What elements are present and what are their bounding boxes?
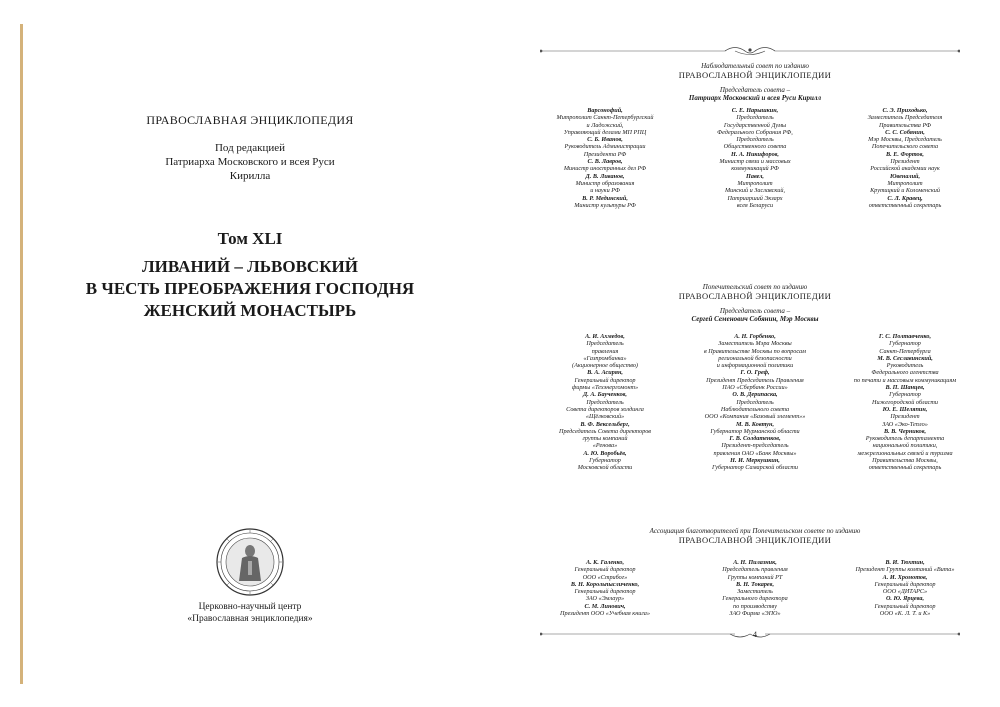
section-heading: Попечительский совет по изданию <box>702 283 808 291</box>
member-role: Мэр Москвы, Председатель <box>868 136 942 144</box>
member-role: ЗАО Фирма «ЭПО» <box>729 610 781 618</box>
member-role: ПАО «Сбербанк России» <box>722 384 788 392</box>
member-role: по печати и массовым коммуникациям <box>853 376 957 384</box>
member-role: Санкт-Петербурга <box>879 347 931 355</box>
member-role: Министр образования <box>575 179 635 187</box>
member-name: Н. А. Никифоров, <box>731 150 779 158</box>
member-name: С. Б. Иванов, <box>587 136 623 144</box>
member-name: А. И. Ахмедов, <box>585 333 625 340</box>
member-role: Губернатор <box>589 457 621 465</box>
volume-number: Том XLI <box>217 229 283 248</box>
member-role: Митрополит Санкт-Петербургский <box>556 114 654 122</box>
member-role: и науки РФ <box>590 187 620 195</box>
member-role: Митрополит <box>887 179 923 187</box>
member-role: Президент ООО «Учебная книга» <box>560 610 650 618</box>
member-name: Ю. Е. Шеляпин, <box>882 405 928 413</box>
member-role: «Ренова» <box>592 442 618 450</box>
member-name: В. Р. Мединский, <box>582 194 628 202</box>
member-name: А. К. Галенко, <box>585 559 625 566</box>
member-role: Генерального директора <box>722 595 788 603</box>
member-role: Заместитель Мэра Москвы <box>718 340 792 348</box>
members-column <box>530 333 680 472</box>
member-name: С. М. Линович, <box>584 602 626 610</box>
member-role: и информационной политики <box>716 362 794 370</box>
member-name: С. Э. Приходько, <box>882 107 928 114</box>
member-name: С. Е. Нарышкин, <box>731 107 779 114</box>
member-role: Президент Группы компаний «Вита» <box>855 566 955 574</box>
member-role: Нижегородской области <box>871 398 938 406</box>
member-name: В. П. Шанцев, <box>885 384 925 392</box>
members-column <box>680 559 830 617</box>
member-name: Ювеналий, <box>889 172 921 180</box>
section-title: ПРАВОСЛАВНОЙ ЭНЦИКЛОПЕДИИ <box>678 535 832 545</box>
section-title: ПРАВОСЛАВНОЙ ЭНЦИКЛОПЕДИИ <box>678 70 832 80</box>
member-role: и Ладожский, <box>586 121 624 129</box>
chair-label: Председатель совета – <box>719 86 791 94</box>
member-role: Правительства РФ <box>878 121 932 129</box>
member-role: Генеральный директор <box>574 376 636 384</box>
publisher-seal-icon <box>215 527 285 597</box>
member-role: Губернатор <box>889 391 921 399</box>
editorship-line: Патриарха Московского и всея Руси <box>165 156 335 168</box>
publisher-line: «Православная энциклопедия» <box>187 614 313 624</box>
member-role: Губернатор Мурманской области <box>710 427 800 435</box>
member-role: ответственный секретарь <box>868 201 942 209</box>
member-role: Президент <box>890 413 920 421</box>
volume-title-line: ЖЕНСКИЙ МОНАСТЫРЬ <box>143 301 357 320</box>
member-name: Н. И. Меркушкин, <box>730 457 780 465</box>
member-role: коммуникаций РФ <box>731 165 779 173</box>
member-name: Варсонофий, <box>587 107 623 114</box>
members-column <box>530 559 680 617</box>
member-role: Генеральный директор <box>574 588 636 596</box>
member-role: Управляющий делами МП РПЦ <box>563 128 647 136</box>
member-role: Заместитель <box>737 588 773 596</box>
member-role: Минский и Заславский, <box>724 187 786 195</box>
member-name: М. В. Ковтун, <box>735 420 775 428</box>
member-role: Митрополит <box>737 179 773 187</box>
member-role: правления ОАО «Банк Москвы» <box>713 449 797 457</box>
member-role: Председатель Совета директоров <box>559 427 651 435</box>
member-role: Руководитель <box>886 362 924 370</box>
member-role: ответственный секретарь <box>868 464 942 472</box>
member-role: Президент <box>890 158 920 166</box>
member-role: Руководитель Администрации <box>564 143 646 151</box>
member-role: ЗАО «Эмлаур» <box>585 595 625 603</box>
member-name: В. Ф. Вексельберг, <box>580 420 630 428</box>
member-role: Московской области <box>577 464 633 472</box>
member-name: Г. В. Солдатенков, <box>729 435 781 443</box>
member-role: Президента РФ <box>583 150 627 158</box>
member-name: Г. С. Полтавченко, <box>878 333 932 340</box>
member-role: Правительства Москвы, <box>872 457 938 465</box>
section-title: ПРАВОСЛАВНОЙ ЭНЦИКЛОПЕДИИ <box>678 291 832 301</box>
member-role: ООО «Стрибог» <box>582 573 628 581</box>
editorship-line: Кирилла <box>229 170 271 182</box>
gold-margin-rule <box>20 24 23 684</box>
encyclopedia-name: ПРАВОСЛАВНАЯ ЭНЦИКЛОПЕДИЯ <box>146 113 354 127</box>
member-role: фирмы «Техэнергомонт» <box>571 384 639 392</box>
member-name: В. Е. Фортов, <box>886 150 924 158</box>
member-role: Совета директоров холдинга <box>566 405 644 413</box>
left-page <box>30 0 500 707</box>
member-role: Президент-председатель <box>721 442 789 450</box>
member-role: Губернатор <box>889 340 921 348</box>
ornament-top-icon <box>540 44 960 58</box>
member-role: ООО «К. Л. Т. и К» <box>879 610 931 618</box>
member-role: Российской академии наук <box>870 165 940 173</box>
chair-name: Патриарх Московский и всея Руси Кирилл <box>688 94 822 102</box>
member-role: «Щёлковский» <box>585 413 625 421</box>
chair-name: Сергей Семенович Собянин, Мэр Москвы <box>691 315 819 323</box>
member-role: Заместитель Председателя <box>867 114 943 122</box>
section-heading: Наблюдательный совет по изданию <box>701 62 809 70</box>
member-role: Генеральный директор <box>874 602 936 610</box>
member-role: Председатель правления <box>722 566 788 574</box>
member-name: О. Ю. Ярцева, <box>885 595 925 603</box>
member-name: В. И. Тюхтин, <box>885 559 925 566</box>
member-name: В. А. Асирян, <box>587 369 623 377</box>
member-role: Председатель <box>736 114 774 122</box>
member-name: Г. О. Греф, <box>740 369 770 377</box>
member-role: Президент Председатель Правления <box>706 376 804 384</box>
editorship <box>30 141 470 183</box>
member-role: национальной политики, <box>872 442 938 450</box>
publisher <box>30 601 470 625</box>
right-page <box>530 0 980 707</box>
member-role: Председатель <box>736 136 774 144</box>
volume-title-line: ЛИВАНИЙ – ЛЬВОВСКИЙ <box>142 257 358 276</box>
member-name: Д. А. Баученков, <box>583 391 627 399</box>
member-role: Попечительского совета <box>871 143 939 151</box>
volume-title-line: В ЧЕСТЬ ПРЕОБРАЖЕНИЯ ГОСПОДНЯ <box>85 279 415 298</box>
member-name: В. В. Черников, <box>883 427 927 435</box>
member-name: А. Н. Горбенко, <box>734 333 776 340</box>
members-column <box>680 333 830 472</box>
member-name: М. В. Сеславинский, <box>877 354 933 362</box>
members-column <box>680 107 830 209</box>
page-number: 4 <box>753 630 757 639</box>
member-role: Губернатор Самарской области <box>711 464 798 472</box>
volume-title <box>30 256 470 322</box>
member-role: Министр культуры РФ <box>574 201 636 209</box>
benefactors-association <box>530 527 980 545</box>
editorship-line: Под редакцией <box>214 142 286 154</box>
member-role: Федерального Собрания РФ, <box>717 128 793 136</box>
member-role: правления <box>591 347 619 355</box>
members-column <box>830 559 980 617</box>
section-heading: Ассоциация благотворителей при Попечительском совете по изданию <box>649 527 861 535</box>
member-name: Павел, <box>746 172 764 180</box>
member-role: группы компаний <box>582 435 628 443</box>
member-name: А. Ю. Воробьёв, <box>583 449 627 457</box>
chair-label: Председатель совета – <box>719 307 791 315</box>
board-of-trustees <box>530 283 980 323</box>
member-role: Государственной Думы <box>723 121 787 129</box>
member-name: В. Н. Токарев, <box>735 580 774 588</box>
member-role: ООО «Компания «Базовый элемент»» <box>704 413 806 421</box>
member-role: Федерального агентства <box>871 369 939 377</box>
member-role: по производству <box>733 602 777 610</box>
member-role: Руководитель департамента <box>865 435 945 443</box>
member-role: Наблюдательного совета <box>720 405 790 413</box>
member-role: Генеральный директор <box>874 580 936 588</box>
member-role: в Правительстве Москвы по вопросам <box>703 347 806 355</box>
member-role: Председатель <box>586 340 624 348</box>
members-column <box>830 333 980 472</box>
member-role: Министр иностранных дел РФ <box>563 165 647 173</box>
member-role: «Газпромбанка» <box>583 354 627 362</box>
member-name: С. С. Собянин, <box>885 128 925 136</box>
member-name: А. Н. Пилазник, <box>733 559 777 566</box>
member-role: Генеральный директор <box>574 566 636 574</box>
member-name: С. Л. Кравец, <box>887 194 923 202</box>
member-role: всея Беларуси <box>736 201 774 209</box>
member-name: О. В. Дерипаска, <box>732 391 778 399</box>
members-column <box>530 107 680 209</box>
member-name: А. И. Хромотов, <box>882 573 928 581</box>
member-name: С. В. Лавров, <box>587 158 623 166</box>
member-role: региональной безопасности <box>718 354 792 362</box>
member-role: Председатель <box>586 398 624 406</box>
members-column <box>830 107 980 209</box>
member-role: ООО «ДИТАРС» <box>882 588 928 596</box>
member-role: Патриарший Экзарх <box>727 194 783 202</box>
member-role: Крутицкий и Коломенский <box>870 187 940 195</box>
member-name: В. Н. Корольпысличенко, <box>570 580 640 588</box>
member-name: Д. В. Ливанов, <box>585 172 625 180</box>
member-role: межрегиональных связей и туризма <box>857 449 953 457</box>
member-role: Общественного совета <box>723 143 787 151</box>
member-role: ЗАО «Эко-Тепло» <box>882 420 928 428</box>
member-role: (Акционерное общество) <box>572 362 638 370</box>
member-role: Министр связи и массовых <box>719 158 791 166</box>
member-role: Председатель <box>736 398 774 406</box>
supervisory-council <box>530 62 980 102</box>
member-role: Группы компаний РТ <box>727 573 783 581</box>
publisher-line: Церковно-научный центр <box>198 602 302 612</box>
